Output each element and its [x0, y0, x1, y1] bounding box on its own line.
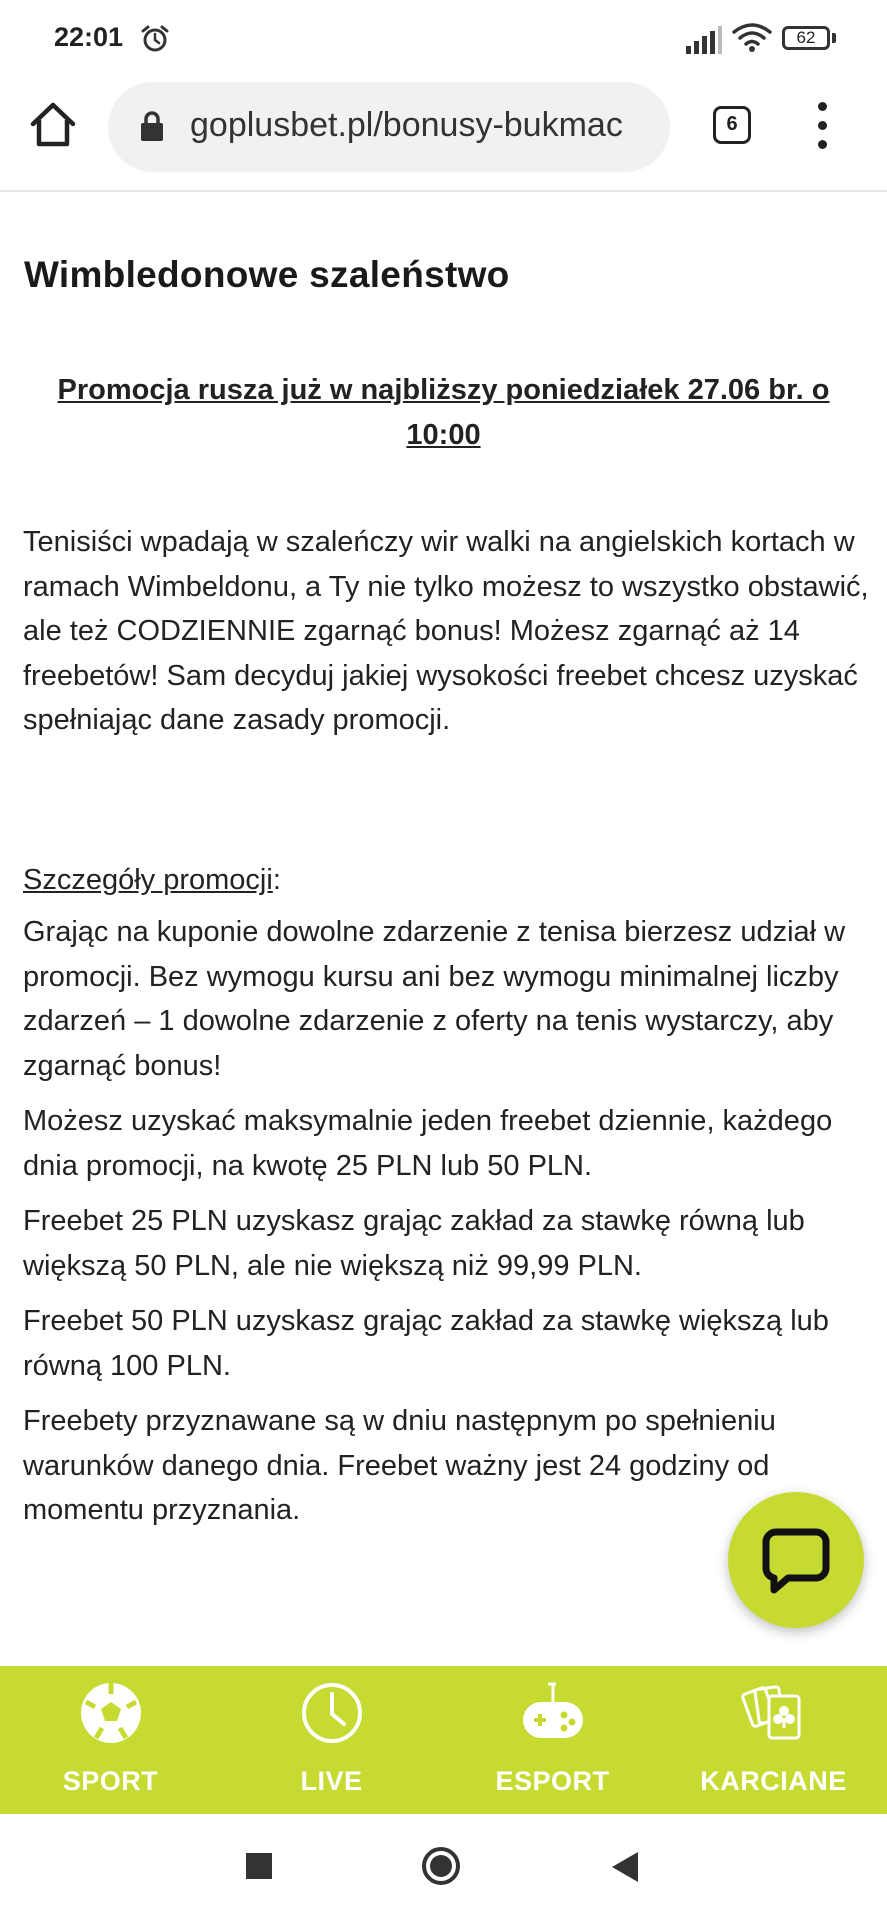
gamepad-icon	[520, 1680, 586, 1746]
system-nav	[0, 1814, 887, 1920]
details-colon: :	[272, 864, 281, 896]
nav-esport[interactable]	[442, 1666, 663, 1814]
nav-live[interactable]	[221, 1666, 442, 1814]
intro-paragraph: Tenisiści wpadają w szaleńczy wir walki na angielskich kortach w ramach Wimbeldonu, a Ty nie tylko możesz to wszystko obstawić, ale też CODZIENNIE zgarnąć bonus! Możesz zgarnąć aż 14 freebetów! Sam decyduj jakiej wysokości freebet chcesz uzyskać spełniając dane zasady promocji.	[23, 526, 869, 736]
chat-button[interactable]	[728, 1492, 864, 1628]
alarm-icon	[140, 24, 170, 54]
chat-bubble-icon	[762, 1526, 830, 1594]
nav-karciane[interactable]	[663, 1666, 884, 1814]
nav-label: ESPORT	[495, 1766, 610, 1796]
more-vert-icon[interactable]	[808, 102, 838, 152]
nav-label: KARCIANE	[700, 1766, 847, 1796]
wifi-icon	[732, 22, 772, 54]
details-paragraph: Freebet 25 PLN uzyskasz grając zakład za stawkę równą lub większą 50 PLN, ale nie większą niż 99,99 PLN.	[23, 1205, 805, 1282]
nav-label: LIVE	[300, 1766, 363, 1796]
status-bar	[0, 0, 887, 80]
bottom-nav	[0, 1666, 887, 1814]
details-heading-text: Szczegóły promocji	[23, 864, 273, 896]
recent-apps-icon[interactable]	[246, 1853, 272, 1879]
lock-icon	[140, 110, 164, 142]
menu-dot	[818, 121, 827, 130]
page-title: Wimbledonowe szaleństwo	[24, 254, 510, 295]
home-circle-icon[interactable]	[421, 1846, 461, 1886]
nav-label: SPORT	[62, 1766, 159, 1796]
battery-tip	[832, 33, 836, 43]
nav-sport[interactable]	[0, 1666, 221, 1814]
playing-cards-icon	[741, 1680, 807, 1746]
back-icon[interactable]	[612, 1852, 638, 1882]
details-paragraph: Grając na kuponie dowolne zdarzenie z tenisa bierzesz udział w promocji. Bez wymogu kursu ani bez wymogu minimalnej liczby zdarzeń – 1 dowolne zdarzenie z oferty na tenis wystarczy, aby zgarnąć bonus!	[23, 916, 846, 1082]
battery-icon: 62	[782, 26, 830, 50]
details-paragraph: Możesz uzyskać maksymalnie jeden freebet dziennie, każdego dnia promocji, na kwotę 25 PLN lub 50 PLN.	[23, 1105, 833, 1182]
details-paragraph: Freebet 50 PLN uzyskasz grając zakład za stawkę większą lub równą 100 PLN.	[23, 1305, 829, 1382]
status-time: 22:01	[54, 22, 124, 52]
details-paragraph: Freebety przyznawane są w dniu następnym po spełnieniu warunków danego dnia. Freebet ważny jest 24 godziny od momentu przyznania.	[23, 1405, 776, 1526]
browser-toolbar	[0, 80, 887, 192]
menu-dot	[818, 140, 827, 149]
home-icon[interactable]	[28, 100, 78, 150]
clock-icon	[299, 1680, 365, 1746]
menu-dot	[818, 102, 827, 111]
details-heading	[23, 858, 873, 903]
url-text[interactable]: goplusbet.pl/bonusy-bukmac	[190, 106, 623, 144]
signal-icon	[686, 26, 722, 54]
tabs-icon[interactable]: 6	[713, 106, 751, 144]
promo-start-date: Promocja rusza już w najbliższy poniedziałek 27.06 br. o 10:00	[57, 374, 830, 451]
soccer-ball-icon	[78, 1680, 144, 1746]
url-bar[interactable]	[108, 82, 670, 172]
